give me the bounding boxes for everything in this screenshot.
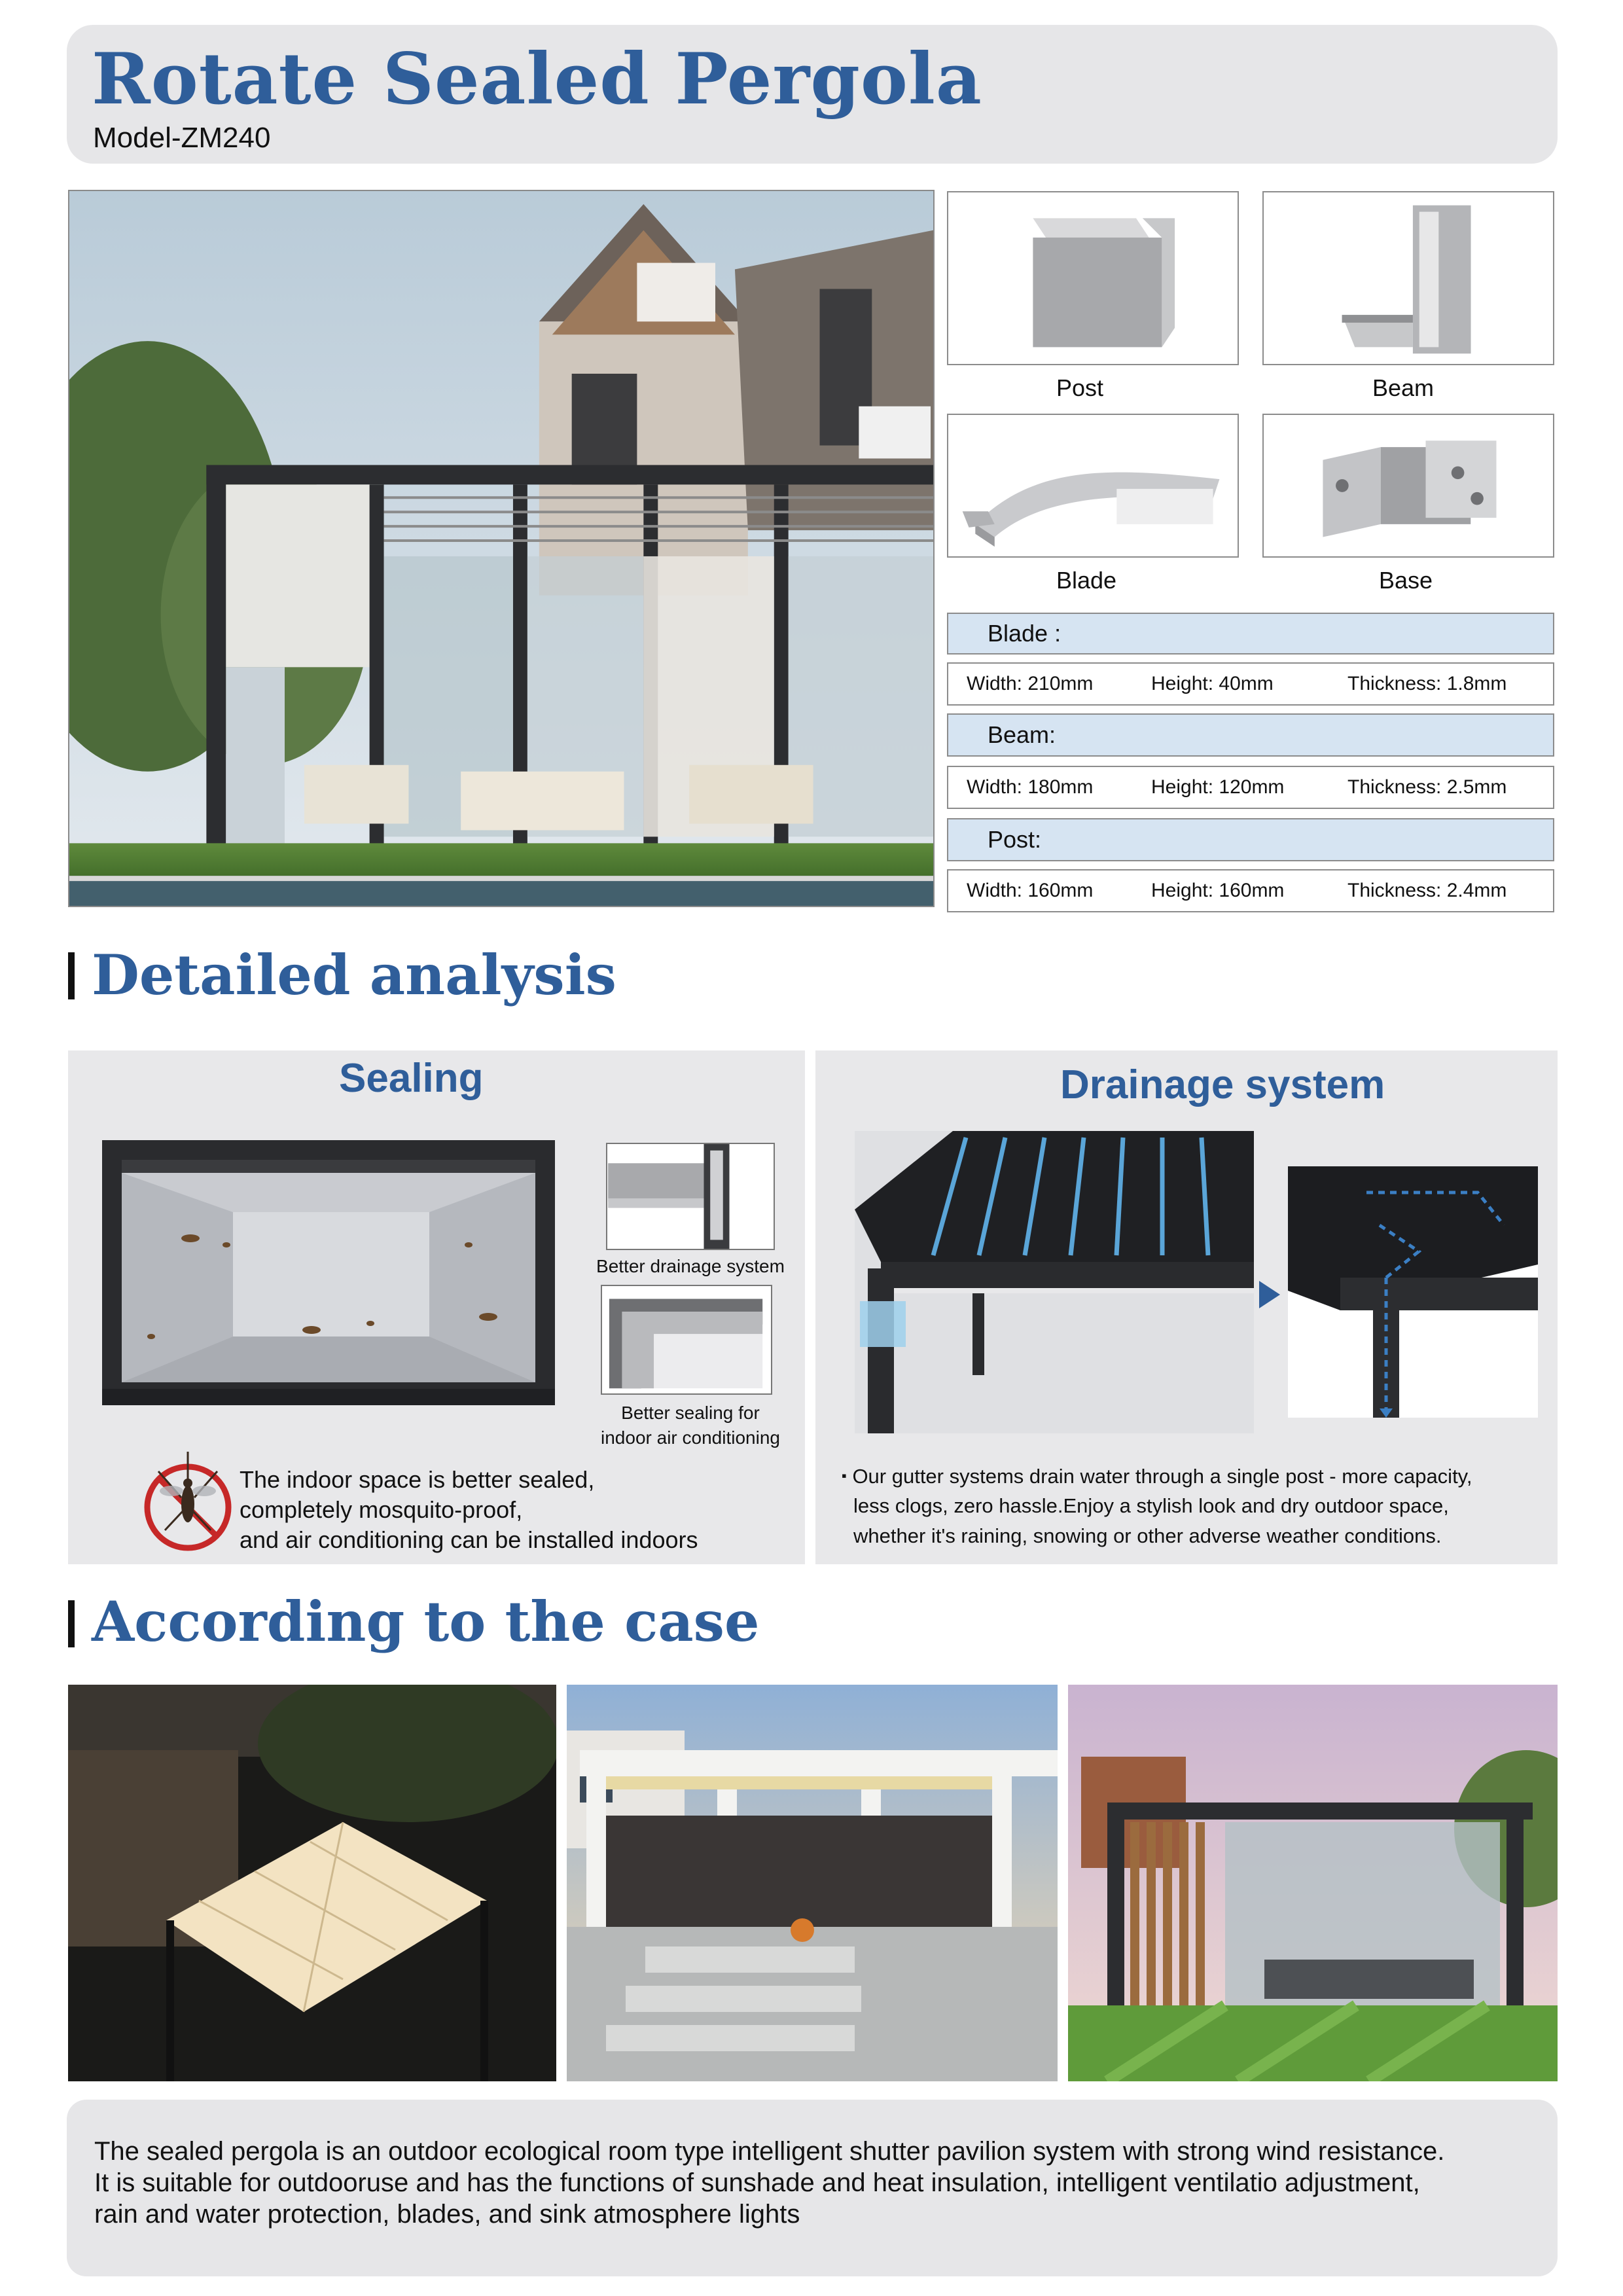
base-image [1262,414,1554,558]
sealing-text-2: completely mosquito-proof, [240,1496,523,1523]
section-marker [68,952,75,999]
case-photo-night [68,1685,556,2081]
sealing-detail-caption-2: indoor air conditioning [601,1427,780,1448]
footer-text-1: The sealed pergola is an outdoor ecological room type intelligent shutter pavilion system with strong wind resistance. [94,2137,1445,2166]
drainage-text-3: whether it's raining, snowing or other adverse weather conditions. [853,1524,1442,1547]
base-label: Base [1378,567,1433,594]
spec-height: Height: 40mm [1151,673,1274,694]
spec-width: Width: 180mm [967,776,1094,798]
spec-header-post: Post: [947,818,1554,861]
sealed-room-image [102,1140,555,1405]
drainage-title: Drainage system [1060,1062,1385,1107]
footer-text-2: It is suitable for outdooruse and has the functions of sunshade and heat insulation, intelligent ventilatio adjustment, [94,2168,1420,2197]
drainage-detail-caption: Better drainage system [596,1256,785,1276]
sealing-text-1: The indoor space is better sealed, [240,1466,595,1493]
drainage-flow-image [1288,1166,1538,1418]
cases-heading: According to the case [92,1589,760,1654]
beam-image [1262,191,1554,365]
sealing-text-3: and air conditioning can be installed indoors [240,1526,698,1553]
drainage-text-2: less clogs, zero hassle.Enjoy a stylish look and dry outdoor space, [853,1494,1449,1517]
blade-image [947,414,1239,558]
beam-label: Beam [1372,374,1435,401]
spec-width: Width: 210mm [967,673,1094,694]
analysis-heading: Detailed analysis [92,942,616,1007]
spec-height: Height: 160mm [1151,880,1285,901]
drainage-text-1-body: Our gutter systems drain water through a single post - more capacity, [852,1465,1472,1488]
drainage-text-1 [842,1461,1472,1492]
spec-row-blade [947,662,1554,706]
case-photo-white [567,1685,1058,2081]
triangle-right-icon [1257,1280,1283,1310]
spec-row-post [947,869,1554,912]
spec-thickness: Thickness: 1.8mm [1347,673,1507,694]
sealing-detail-caption-1: Better sealing for [621,1403,760,1423]
sealing-detail-image [601,1285,772,1395]
drainage-detail-image [606,1143,775,1250]
spec-header-beam: Beam: [947,713,1554,757]
footer-text-3: rain and water protection, blades, and sink atmosphere lights [94,2200,800,2229]
spec-height: Height: 120mm [1151,776,1285,798]
post-image [947,191,1239,365]
bullet-icon: ▪ [842,1467,847,1484]
page-title: Rotate Sealed Pergola [92,38,982,120]
spec-width: Width: 160mm [967,880,1094,901]
spec-thickness: Thickness: 2.4mm [1347,880,1507,901]
no-mosquito-icon [139,1445,237,1556]
post-label: Post [1056,374,1104,401]
model-number: Model-ZM240 [93,122,271,154]
case-photo-garden [1068,1685,1558,2081]
spec-row-beam [947,766,1554,809]
drainage-roof-image [855,1131,1254,1433]
spec-thickness: Thickness: 2.5mm [1347,776,1507,798]
hero-photo [68,190,935,907]
sealing-title: Sealing [339,1056,484,1101]
spec-header-blade: Blade : [947,613,1554,655]
blade-label: Blade [1056,567,1117,594]
section-marker [68,1600,75,1647]
